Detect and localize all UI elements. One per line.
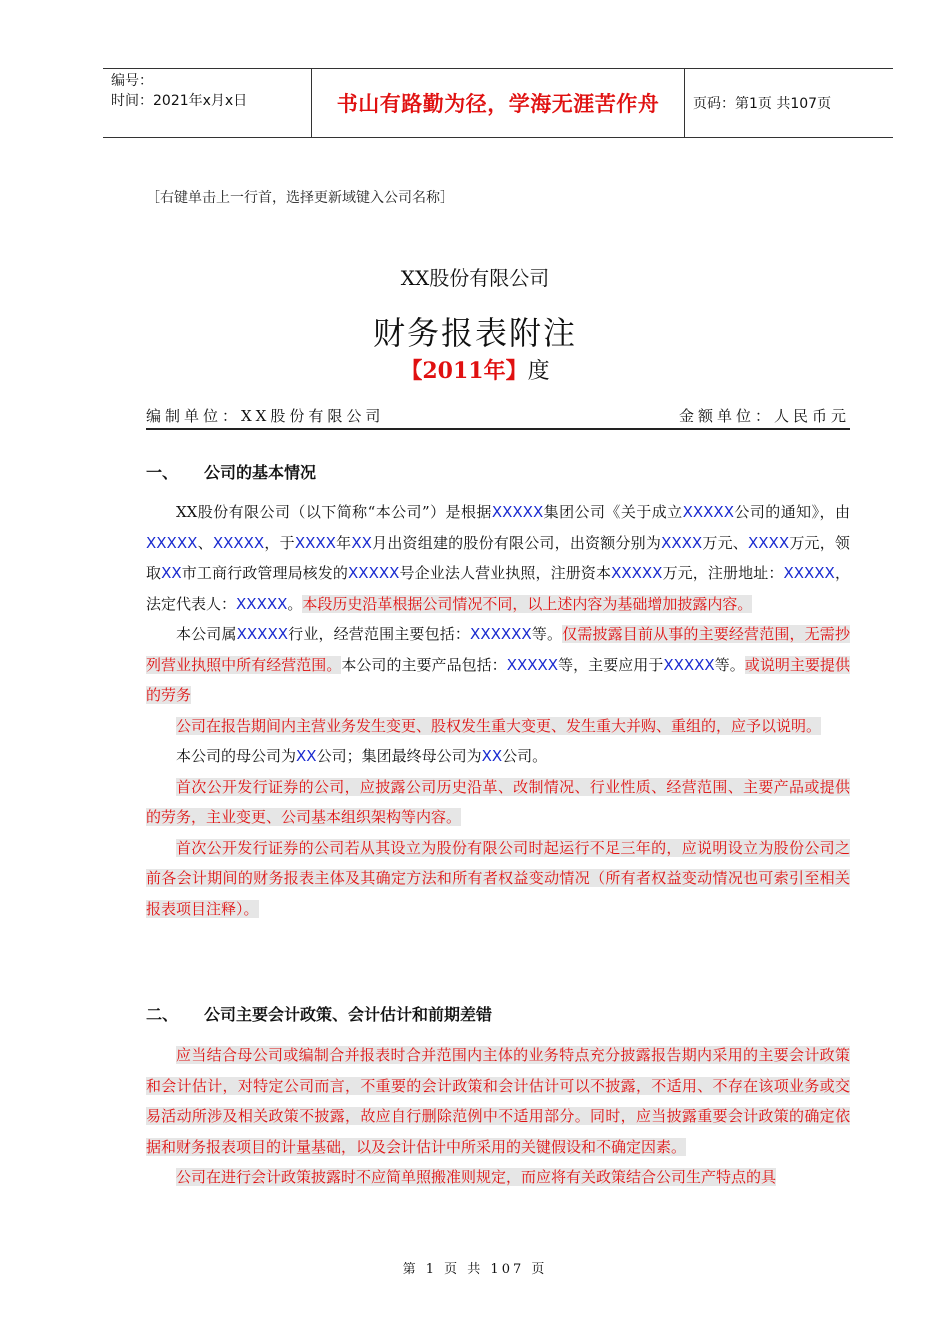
placeholder-run: XXXXXX [470, 625, 532, 643]
text-run: XX股份有限公司（以下简称“本公司”）是根据 [176, 503, 492, 521]
placeholder-run: XX [351, 533, 372, 552]
report-year-value: 【2011年】 [400, 358, 528, 384]
placeholder-run: XXXX [748, 533, 790, 552]
header-left [103, 69, 311, 137]
placeholder-run: XX [481, 747, 503, 765]
preparer-unit: 编制单位：XX股份有限公司 [146, 406, 385, 425]
placeholder-run: XXXXX [663, 655, 715, 674]
text-run: ，法定代表人： [146, 564, 850, 613]
paragraph [146, 711, 850, 742]
text-run: 、 [197, 533, 213, 552]
text-run: 行业，经营范围主要包括： [288, 625, 471, 643]
instruction-note: 本段历史沿革根据公司情况不同，以上述内容为基础增加披露内容。 [302, 594, 753, 613]
company-name: XX股份有限公司 [400, 266, 550, 290]
placeholder-run: XX [161, 564, 182, 582]
placeholder-run: XXXXX [611, 564, 663, 582]
section-1-body [146, 497, 850, 924]
page-footer: 第 1 页 共 107 页 [402, 1262, 548, 1277]
text-run: 万元、 [702, 533, 748, 552]
placeholder-run: XXXXX [348, 564, 400, 582]
instruction-note: 公司在进行会计政策披露时不应简单照搬准则规定，而应将有关政策结合公司生产特点的具 [176, 1168, 777, 1186]
paragraph [146, 1040, 850, 1162]
section-2-number: 二、 [146, 1005, 179, 1024]
text-run: 本公司的母公司为 [176, 747, 297, 765]
currency-unit: 金额单位：人民币元 [678, 406, 850, 425]
code-label: 编号： [111, 73, 153, 89]
update-field-hint: ［右键单击上一行首，选择更新域键入公司名称］ [146, 190, 454, 206]
instruction-note: 应当结合母公司或编制合并报表时合并范围内主体的业务特点充分披露报告期内采用的主要会计政策和会计估计，对特定公司而言，不重要的会计政策和会计估计可以不披露，不适用、不存在该项业务或交易活动所涉及相关政策不披露，故应自行删除范例中不适用部分。同时，应当披露重要会计政策的确定依据和财务报表项目的计量基础，以及会计估计中所采用的关键假设和不确定因素。 [146, 1046, 850, 1156]
placeholder-run: XX [296, 747, 317, 765]
text-run: 等。 [531, 625, 563, 643]
text-run: 月出资组建的股份有限公司，出资额分别为 [371, 533, 662, 552]
report-year-suffix: 度 [527, 359, 550, 384]
header-page-label: 页码：第1页 共107页 [693, 96, 832, 112]
report-year [0, 354, 950, 385]
text-run: 。 [287, 594, 303, 613]
paragraph [146, 833, 850, 925]
section-2-title: 公司主要会计政策、会计估计和前期差错 [204, 1005, 493, 1024]
paragraph [146, 772, 850, 833]
section-1-number: 一、 [146, 463, 179, 482]
instruction-note: 首次公开发行证券的公司若从其设立为股份有限公司时起运行不足三年的，应说明设立为股份公司之前各会计期间的财务报表主体及其确定方法和所有者权益变动情况（所有者权益变动情况也可索引至相关报表项目注释）。 [146, 838, 850, 918]
text-run: 市工商行政管理局核发的 [181, 564, 349, 582]
text-run: 本公司属 [176, 625, 237, 643]
text-run: 公司；集团最终母公司为 [316, 747, 482, 765]
text-run: 万元，领取 [146, 533, 850, 582]
header-motto: 书山有路勤为径，学海无涯苦作舟 [311, 69, 685, 137]
paragraph [146, 1162, 850, 1193]
text-run: 万元，注册地址： [662, 564, 784, 582]
text-run: 等。 [714, 655, 745, 674]
placeholder-run: XXXXX [236, 594, 288, 613]
section-2-body [146, 1040, 850, 1193]
placeholder-run: XXXX [661, 533, 703, 552]
text-run: 公司的通知》，由 [733, 503, 850, 521]
text-run: 公司。 [502, 747, 548, 765]
instruction-note: 首次公开发行证券的公司，应披露公司历史沿革、改制情况、行业性质、经营范围、主要产品或提供的劳务，主业变更、公司基本组织架构等内容。 [146, 777, 850, 826]
instruction-note: 公司在报告期间内主营业务发生变更、股权发生重大变更、发生重大并购、重组的，应予以说明。 [176, 716, 822, 735]
placeholder-run: XXXXX [682, 503, 734, 521]
text-run: 年 [335, 533, 352, 552]
paragraph [146, 619, 850, 711]
text-run: 号企业法人营业执照，注册资本 [399, 564, 612, 582]
placeholder-run: XXXXX [146, 533, 198, 552]
text-run: 集团公司《关于成立 [543, 503, 683, 521]
section-2-heading [146, 1002, 492, 1025]
placeholder-run: XXXXX [236, 625, 289, 643]
section-1-heading [146, 460, 316, 483]
text-run: 本公司的主要产品包括： [341, 655, 507, 674]
unit-row [146, 402, 850, 430]
instruction-note: 仅需披露目前从事的主要经营范围，无需抄列营业执照中所有经营范围。 [146, 625, 850, 674]
paragraph [146, 741, 850, 772]
placeholder-run: XXXXX [212, 533, 265, 552]
section-1-title: 公司的基本情况 [204, 463, 317, 482]
time-label: 时间：2021年x月x日 [111, 93, 248, 109]
paragraph [146, 497, 850, 619]
document-title: 财务报表附注 [372, 314, 577, 352]
text-run: ，于 [264, 533, 295, 552]
placeholder-run: XXXX [294, 533, 336, 552]
placeholder-run: XXXXX [491, 503, 544, 521]
page-header [103, 68, 893, 138]
placeholder-run: XXXXX [506, 655, 559, 674]
instruction-note: 或说明主要提供的劳务 [146, 655, 850, 704]
text-run: 等，主要应用于 [558, 655, 664, 674]
placeholder-run: XXXXX [783, 564, 835, 582]
